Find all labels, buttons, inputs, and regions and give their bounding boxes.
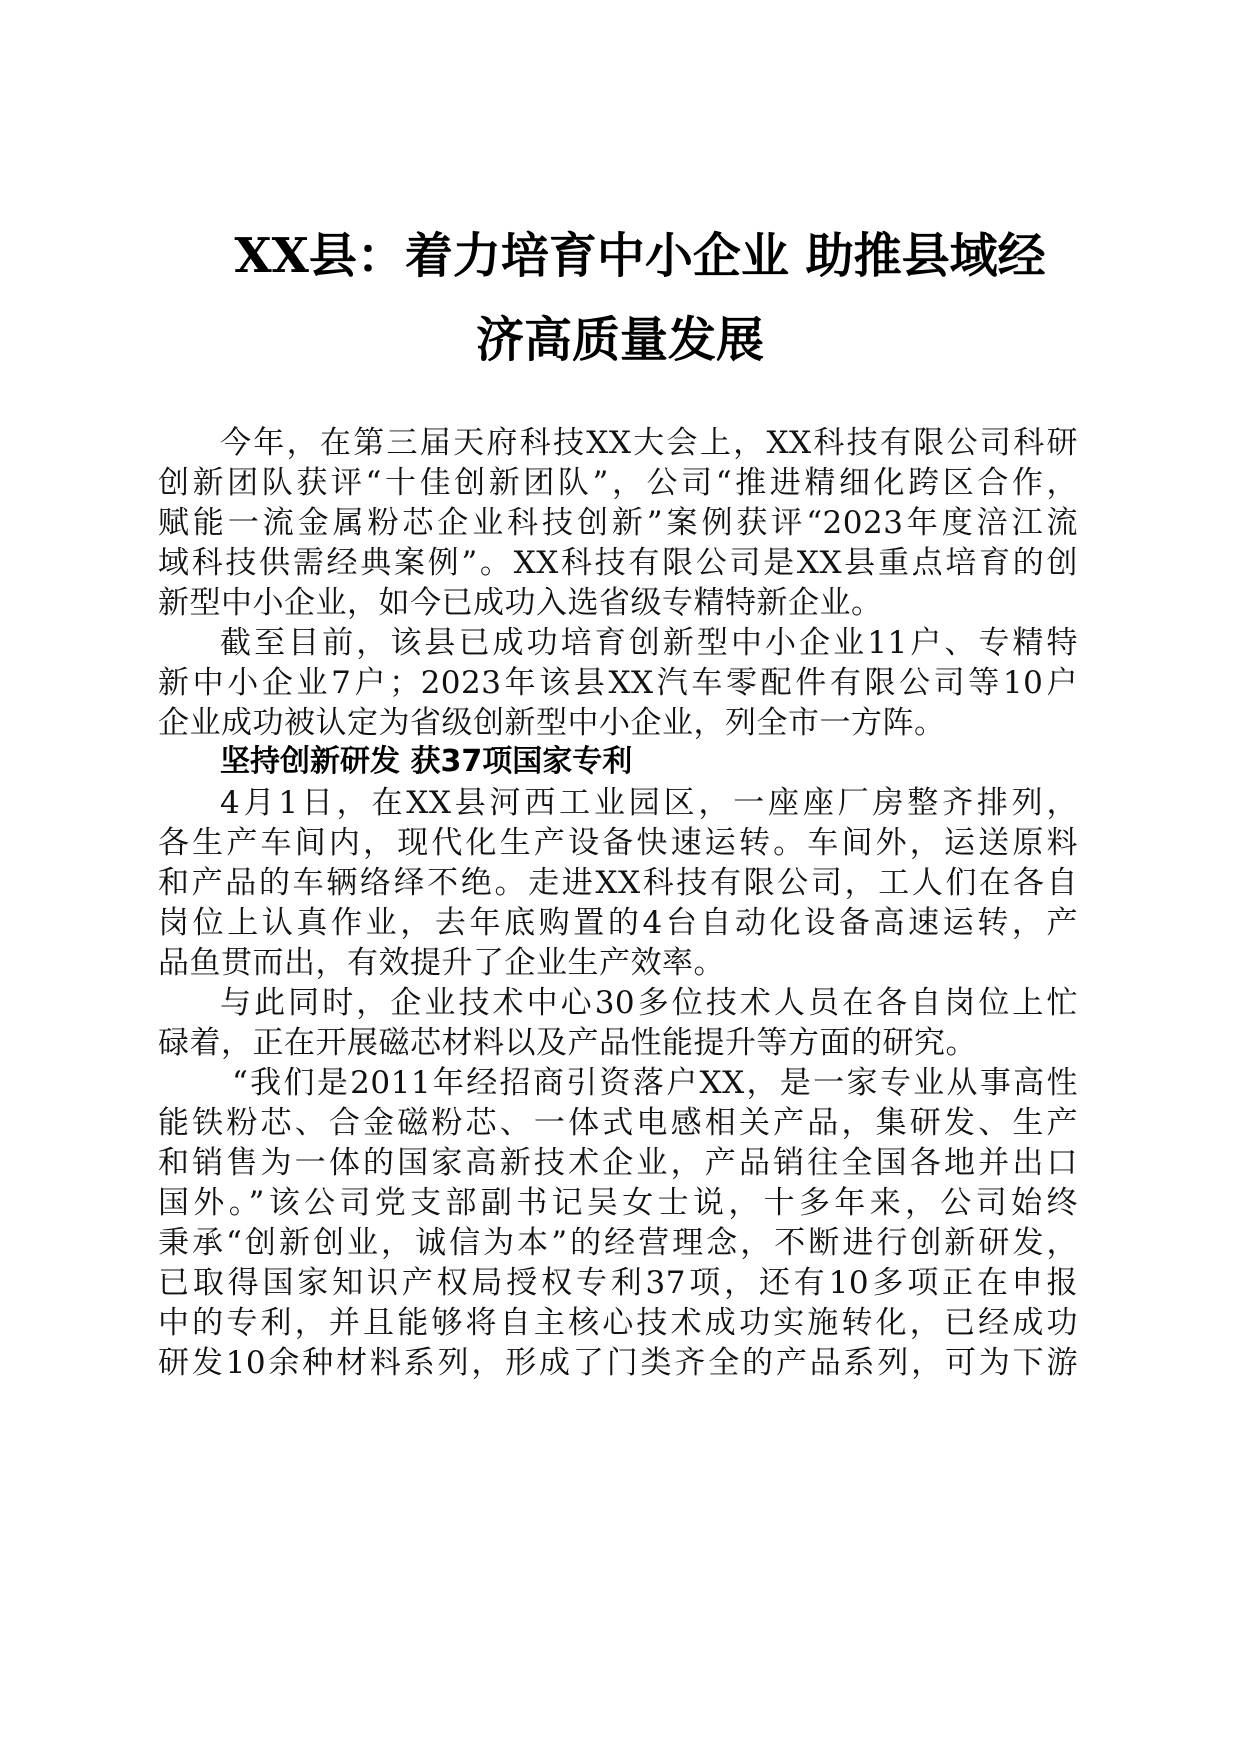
section-subheading: 坚持创新研发 获37项国家专利 bbox=[220, 744, 633, 779]
body-line: 国外。”该公司党支部副书记吴女士说，十多年来，公司始终 bbox=[158, 1185, 1078, 1221]
body-line: 截至目前，该县已成功培育创新型中小企业11户、专精特 bbox=[220, 625, 1078, 661]
body-line: 秉承“创新创业，诚信为本”的经营理念，不断进行创新研发， bbox=[158, 1225, 1078, 1261]
body-line: 赋能一流金属粉芯企业科技创新”案例获评“2023年度涪江流 bbox=[158, 505, 1078, 541]
body-line: 今年，在第三届天府科技XX大会上，XX科技有限公司科研 bbox=[220, 425, 1078, 461]
body-line: 已取得国家知识产权局授权专利37项，还有10多项正在申报 bbox=[158, 1265, 1078, 1301]
body-line: 品鱼贯而出，有效提升了企业生产效率。 bbox=[158, 945, 725, 981]
body-line: 新型中小企业，如今已成功入选省级专精特新企业。 bbox=[158, 585, 883, 621]
body-line: 企业成功被认定为省级创新型中小企业，列全市一方阵。 bbox=[158, 705, 946, 741]
body-line: 和产品的车辆络绎不绝。走进XX科技有限公司，工人们在各自 bbox=[158, 865, 1078, 901]
body-line: 能铁粉芯、合金磁粉芯、一体式电感相关产品，集研发、生产 bbox=[158, 1105, 1078, 1141]
body-line: 岗位上认真作业，去年底购置的4台自动化设备高速运转，产 bbox=[158, 905, 1078, 941]
body-line: 与此同时，企业技术中心30多位技术人员在各自岗位上忙 bbox=[220, 985, 1078, 1021]
document-title-line-1: XX县：着力培育中小企业 助推县域经 bbox=[234, 228, 1046, 284]
body-line: 碌着，正在开展磁芯材料以及产品性能提升等方面的研究。 bbox=[158, 1025, 977, 1061]
body-line: 中的专利，并且能够将自主核心技术成功实施转化，已经成功 bbox=[158, 1305, 1078, 1341]
body-line: 域科技供需经典案例”。XX科技有限公司是XX县重点培育的创 bbox=[158, 545, 1078, 581]
body-line: 新中小企业7户；2023年该县XX汽车零配件有限公司等10户 bbox=[158, 665, 1078, 701]
body-line: 各生产车间内，现代化生产设备快速运转。车间外，运送原料 bbox=[158, 825, 1078, 861]
body-line: “我们是2011年经招商引资落户XX，是一家专业从事高性 bbox=[232, 1065, 1078, 1101]
body-line: 和销售为一体的国家高新技术企业，产品销往全国各地并出口 bbox=[158, 1145, 1078, 1181]
body-line: 创新团队获评“十佳创新团队”，公司“推进精细化跨区合作， bbox=[158, 465, 1078, 501]
body-line: 研发10余种材料系列，形成了门类齐全的产品系列，可为下游 bbox=[158, 1345, 1078, 1381]
document-title-line-2: 济高质量发展 bbox=[475, 312, 764, 368]
body-line: 4月1日，在XX县河西工业园区，一座座厂房整齐排列， bbox=[220, 785, 1078, 821]
